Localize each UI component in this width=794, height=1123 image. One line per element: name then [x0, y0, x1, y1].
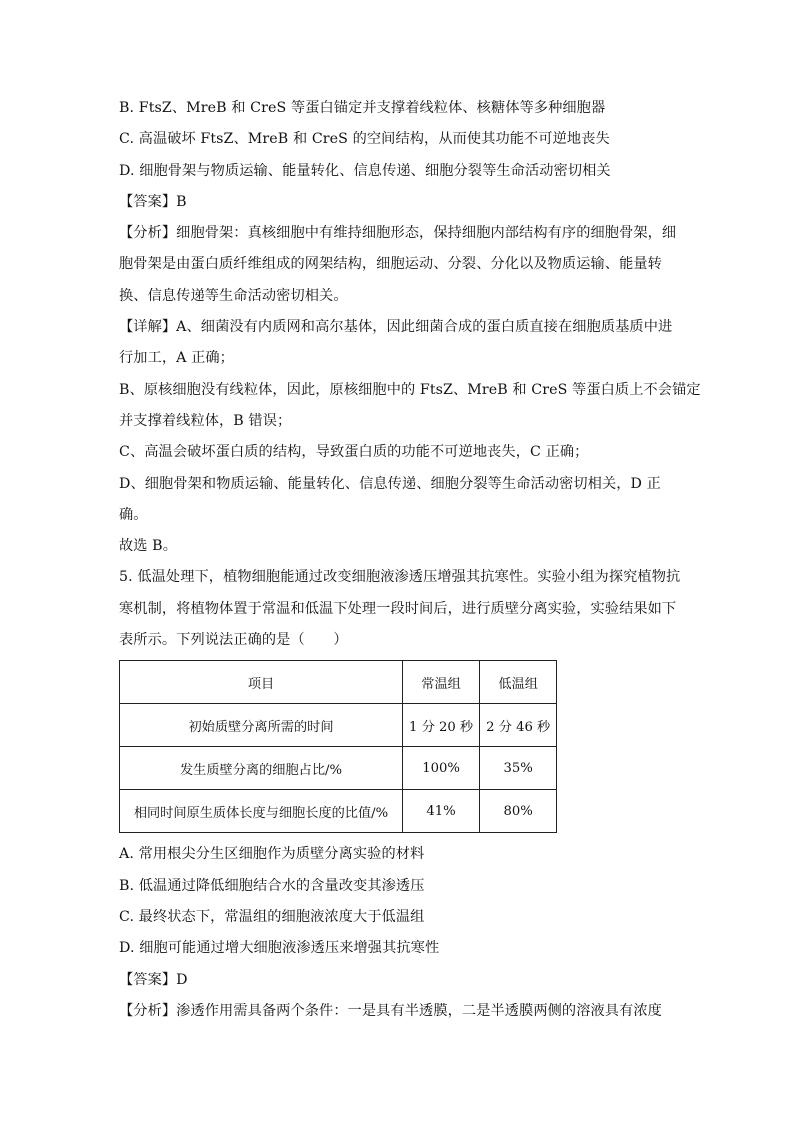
document-page — [119, 93, 701, 1027]
q5-option-c: C. 最终状态下，常温组的细胞液浓度大于低温组 — [119, 908, 425, 925]
q5-option-a: A. 常用根尖分生区细胞作为质壁分离实验的材料 — [119, 846, 425, 863]
table-cell: 发生质壁分离的细胞占比/% — [120, 747, 403, 790]
table-header-cell: 常温组 — [403, 661, 480, 704]
table-cell: 2 分 46 秒 — [480, 704, 557, 747]
table-cell: 1 分 20 秒 — [403, 704, 480, 747]
table-header-cell: 低温组 — [480, 661, 557, 704]
q4-conclusion: 故选 B。 — [119, 538, 177, 555]
q4-analysis-line: 胞骨架是由蛋白质纤维组成的网架结构，细胞运动、分裂、分化以及物质运输、能量转 — [119, 256, 662, 273]
q5-option-d: D. 细胞可能通过增大细胞液渗透压来增强其抗寒性 — [119, 940, 440, 957]
q4-option-c: C. 高温破坏 FtsZ、MreB 和 CreS 的空间结构，从而使其功能不可逆地丧失 — [119, 131, 610, 148]
table-header-row — [120, 661, 557, 704]
q4-detail-line: 行加工，A 正确； — [119, 350, 234, 367]
q4-detail-line: 并支撑着线粒体，B 错误； — [119, 412, 292, 429]
q5-stem-line: 5. 低温处理下，植物细胞能通过改变细胞液渗透压增强其抗寒性。实验小组为探究植物抗 — [119, 569, 681, 586]
q4-answer: 【答案】B — [119, 193, 187, 210]
table-row — [120, 747, 557, 790]
q4-detail-line: 确。 — [119, 506, 148, 523]
table-header-cell: 项目 — [120, 661, 403, 704]
q5-answer: 【答案】D — [119, 971, 188, 988]
q5-analysis: 【分析】渗透作用需具备两个条件：一是具有半透膜，二是半透膜两侧的溶液具有浓度 — [119, 1002, 662, 1019]
table-cell: 100% — [403, 747, 480, 790]
q5-stem-line: 表所示。下列说法正确的是（ ） — [119, 632, 348, 649]
table-row — [120, 704, 557, 747]
q5-stem-line: 寒机制，将植物体置于常温和低温下处理一段时间后，进行质壁分离实验，实验结果如下 — [119, 600, 677, 617]
table-cell: 35% — [480, 747, 557, 790]
table-row — [120, 790, 557, 833]
q4-detail-line: 【详解】A、细菌没有内质网和高尔基体，因此细菌合成的蛋白质直接在细胞质基质中进 — [119, 319, 673, 336]
table-cell: 80% — [480, 790, 557, 833]
q4-detail-line: C、高温会破坏蛋白质的结构，导致蛋白质的功能不可逆地丧失，C 正确； — [119, 444, 589, 461]
table-cell: 初始质壁分离所需的时间 — [120, 704, 403, 747]
q4-analysis-line: 换、信息传递等生命活动密切相关。 — [119, 287, 348, 304]
q5-results-table — [119, 660, 557, 833]
q5-option-b: B. 低温通过降低细胞结合水的含量改变其渗透压 — [119, 877, 425, 894]
table-cell: 相同时间原生质体长度与细胞长度的比值/% — [120, 790, 403, 833]
table-cell: 41% — [403, 790, 480, 833]
q4-detail-line: D、细胞骨架和物质运输、能量转化、信息传递、细胞分裂等生命活动密切相关，D 正 — [119, 475, 661, 492]
q4-option-d: D. 细胞骨架与物质运输、能量转化、信息传递、细胞分裂等生命活动密切相关 — [119, 162, 611, 179]
q4-detail-line: B、原核细胞没有线粒体，因此，原核细胞中的 FtsZ、MreB 和 CreS 等蛋白质上不会锚定 — [119, 381, 701, 398]
q4-analysis-line: 【分析】细胞骨架：真核细胞中有维持细胞形态，保持细胞内部结构有序的细胞骨架，细 — [119, 225, 677, 242]
q4-option-b: B. FtsZ、MreB 和 CreS 等蛋白锚定并支撑着线粒体、核糖体等多种细胞器 — [119, 100, 606, 116]
